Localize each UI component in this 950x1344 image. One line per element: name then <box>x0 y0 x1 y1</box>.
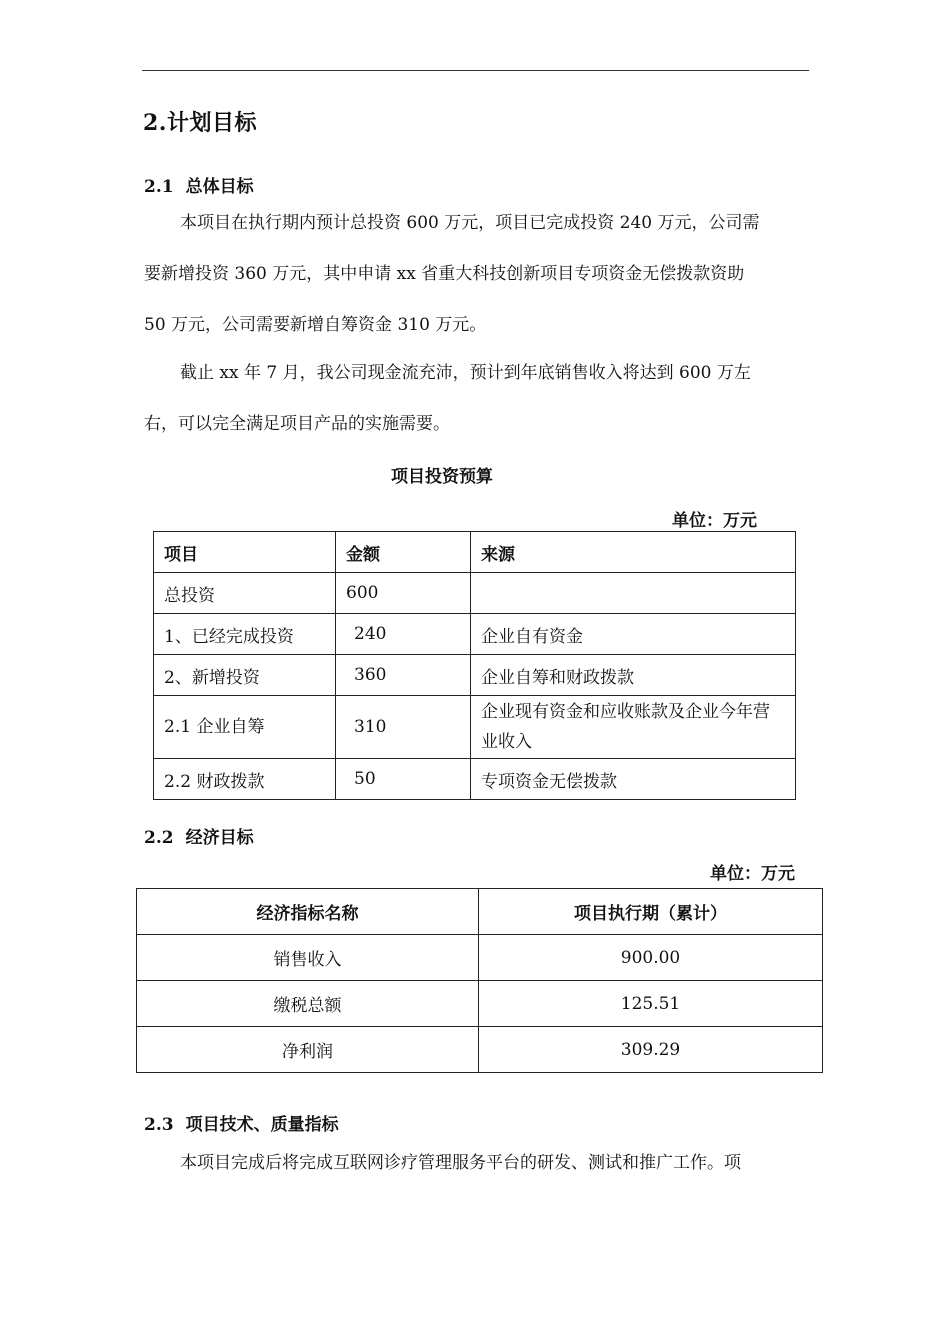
table-row <box>154 696 796 759</box>
subsection-heading-2-1 <box>144 172 254 197</box>
table-header-row <box>154 532 796 573</box>
paragraph-line: 50 万元，公司需要新增自筹资金 310 万元。 <box>144 315 487 335</box>
table-cell: 缴税总额 <box>137 981 479 1027</box>
subsection-title: 总体目标 <box>185 177 254 197</box>
paragraph-line: 本项目在执行期内预计总投资 600 万元，项目已完成投资 240 万元，公司需 <box>180 213 760 233</box>
table-row <box>137 935 823 981</box>
table-cell: 360 <box>336 655 471 696</box>
column-header: 项目 <box>154 532 336 573</box>
unit-label: 单位：万元 <box>672 511 757 531</box>
table-cell: 125.51 <box>479 981 823 1027</box>
table-caption: 项目投资预算 <box>391 467 493 487</box>
table-cell: 310 <box>336 696 471 759</box>
table-cell: 600 <box>336 573 471 614</box>
table-cell <box>471 573 796 614</box>
table-cell: 销售收入 <box>137 935 479 981</box>
paragraph-line: 右，可以完全满足项目产品的实施需要。 <box>144 414 450 434</box>
table-cell: 净利润 <box>137 1027 479 1073</box>
subsection-number: 2.3 <box>144 1115 174 1135</box>
table-cell: 50 <box>336 759 471 800</box>
paragraph-tech <box>144 1138 809 1189</box>
paragraph-investment <box>144 198 809 351</box>
subsection-title: 项目技术、质量指标 <box>185 1115 339 1135</box>
column-header: 金额 <box>336 532 471 573</box>
table-cell: 专项资金无偿拨款 <box>471 759 796 800</box>
table-header-row <box>137 889 823 935</box>
table-cell: 2.2 财政拨款 <box>154 759 336 800</box>
column-header: 来源 <box>471 532 796 573</box>
subsection-title: 经济目标 <box>185 828 254 848</box>
table-row <box>154 759 796 800</box>
paragraph-line: 本项目完成后将完成互联网诊疗管理服务平台的研发、测试和推广工作。项 <box>180 1153 741 1173</box>
table-cell: 2.1 企业自筹 <box>154 696 336 759</box>
paragraph-line: 截止 xx 年 7 月，我公司现金流充沛，预计到年底销售收入将达到 600 万左 <box>180 363 751 383</box>
table-row <box>137 981 823 1027</box>
header-rule <box>142 70 809 71</box>
subsection-heading-2-3 <box>144 1110 339 1135</box>
section-title: 2.计划目标 <box>143 110 257 136</box>
unit-label: 单位：万元 <box>710 864 795 884</box>
table-cell: 企业自筹和财政拨款 <box>471 655 796 696</box>
table-cell: 企业自有资金 <box>471 614 796 655</box>
paragraph-line: 要新增投资 360 万元，其中申请 xx 省重大科技创新项目专项资金无偿拨款资助 <box>144 264 745 284</box>
table-cell: 1、已经完成投资 <box>154 614 336 655</box>
table-cell: 总投资 <box>154 573 336 614</box>
column-header: 项目执行期（累计） <box>479 889 823 935</box>
table-row <box>154 614 796 655</box>
budget-table <box>153 531 796 800</box>
table-row <box>137 1027 823 1073</box>
subsection-heading-2-2 <box>144 823 254 848</box>
paragraph-cashflow <box>144 348 809 450</box>
economic-table <box>136 888 823 1073</box>
table-cell: 2、新增投资 <box>154 655 336 696</box>
table-row <box>154 573 796 614</box>
table-cell: 900.00 <box>479 935 823 981</box>
table-cell: 240 <box>336 614 471 655</box>
table-cell: 企业现有资金和应收账款及企业今年营业收入 <box>471 696 796 759</box>
subsection-number: 2.1 <box>144 177 174 197</box>
table-row <box>154 655 796 696</box>
column-header: 经济指标名称 <box>137 889 479 935</box>
subsection-number: 2.2 <box>144 828 174 848</box>
table-cell: 309.29 <box>479 1027 823 1073</box>
